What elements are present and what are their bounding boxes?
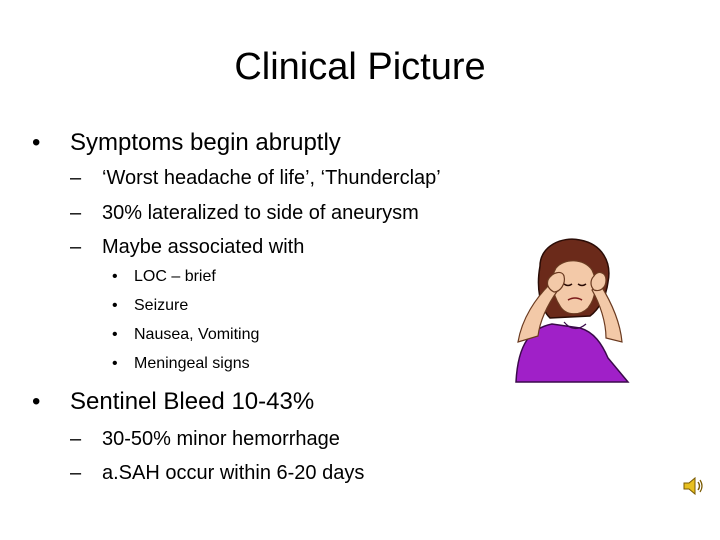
bullet-text: ‘Worst headache of life’, ‘Thunderclap’ — [102, 167, 441, 189]
bullet-text: Symptoms begin abruptly — [70, 129, 341, 156]
bullet-text: Nausea, Vomiting — [134, 326, 260, 343]
dash-marker: – — [70, 167, 82, 189]
headache-woman-clipart-icon — [510, 232, 640, 392]
bullet-marker: • — [32, 129, 41, 156]
slide-title: Clinical Picture — [234, 46, 486, 88]
dash-marker: – — [70, 462, 82, 484]
bullet-marker: • — [112, 268, 118, 285]
dash-marker: – — [70, 202, 82, 224]
bullet-text: Sentinel Bleed 10-43% — [70, 388, 315, 415]
bullet-text: a.SAH occur within 6-20 days — [102, 462, 365, 484]
bullet-text: 30-50% minor hemorrhage — [102, 428, 340, 450]
bullet-marker: • — [112, 326, 118, 343]
bullet-text: Seizure — [134, 297, 189, 314]
dash-marker: – — [70, 428, 82, 450]
dash-marker: – — [70, 236, 82, 258]
bullet-text: LOC – brief — [134, 268, 216, 285]
right-arm-shape — [592, 284, 622, 342]
speaker-icon[interactable] — [681, 474, 705, 498]
bullet-marker: • — [32, 388, 41, 415]
bullet-text: 30% lateralized to side of aneurysm — [102, 202, 419, 224]
bullet-marker: • — [112, 297, 118, 314]
bullet-marker: • — [112, 355, 118, 372]
bullet-text: Maybe associated with — [102, 236, 305, 258]
bullet-text: Meningeal signs — [134, 355, 250, 372]
